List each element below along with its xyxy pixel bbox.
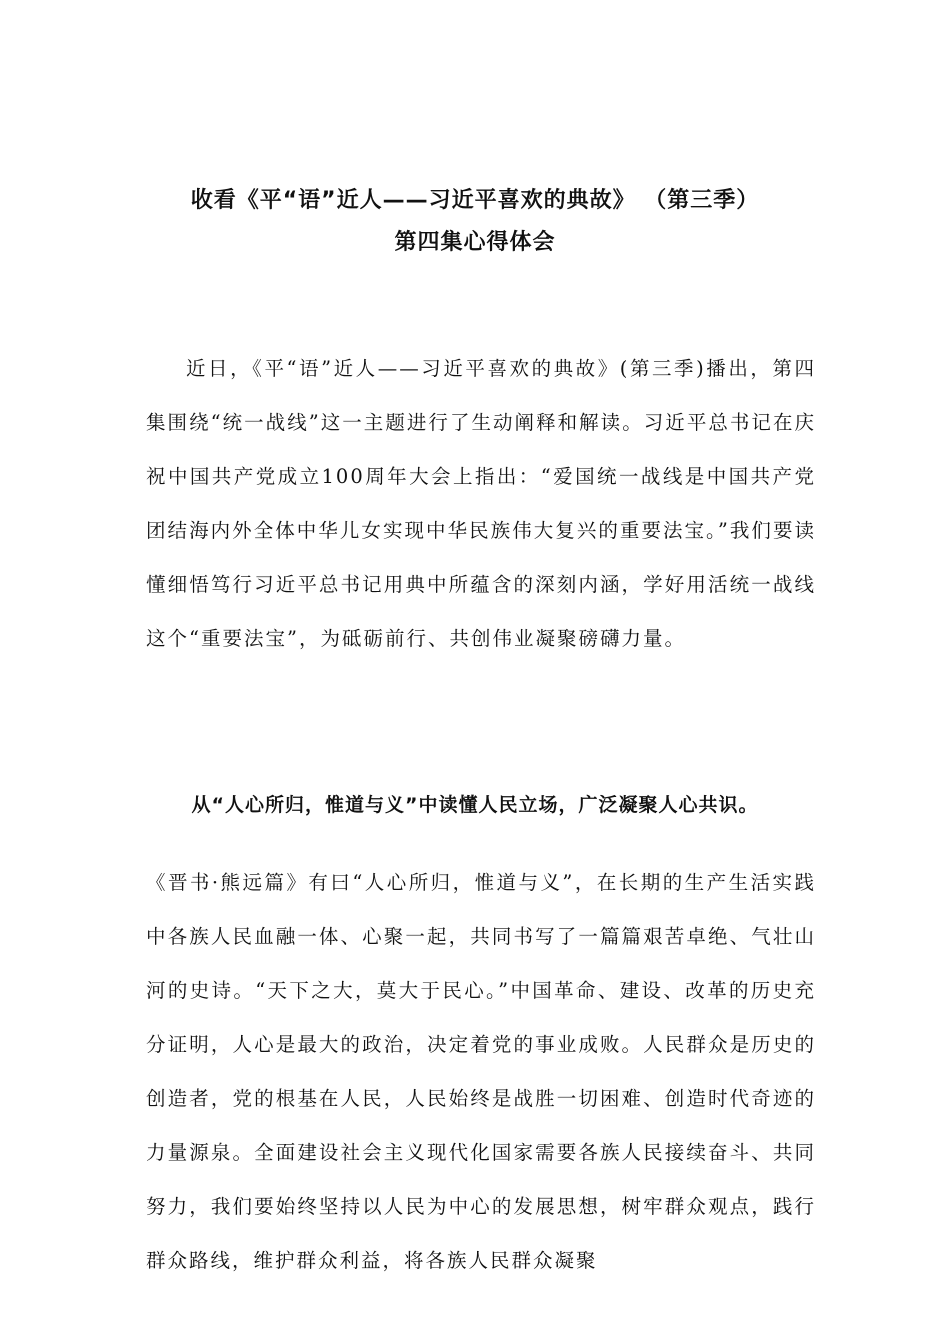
document-title-line-2: 第四集心得体会 <box>394 230 556 255</box>
intro-paragraph: 近日，《平“语”近人——习近平喜欢的典故》(第三季)播出，第四集围绕“统一战线”这一主题进行了生动阐释和解读。习近平总书记在庆祝中国共产党成立100周年大会上指出：“爱国统一战线是中国共产党团结海内外全体中华儿女实现中华民族伟大复兴的重要法宝。”我们要读懂细悟笃行习近平总书记用典中所蕴含的深刻内涵，学好用活统一战线这个“重要法宝”，为砥砺前行、共创伟业凝聚磅礴力量。 <box>146 357 816 650</box>
document-title-line-1: 收看《平“语”近人——习近平喜欢的典故》 （第三季） <box>190 188 760 213</box>
section-paragraph: 《晋书·熊远篇》有曰“人心所归，惟道与义”，在长期的生产生活实践中各族人民血融一体、心聚一起，共同书写了一篇篇艰苦卓绝、气壮山河的史诗。“天下之大，莫大于民心。”中国革命、建设、改革的历史充分证明，人心是最大的政治，决定着党的事业成败。人民群众是历史的创造者，党的根基在人民，人民始终是战胜一切困难、创造时代奇迹的力量源泉。全面建设社会主义现代化国家需要各族人民接续奋斗、共同努力，我们要始终坚持以人民为中心的发展思想，树牢群众观点，践行群众路线，维护群众利益，将各族人民群众凝聚 <box>146 871 816 1272</box>
section-heading: 从“人心所归，惟道与义”中读懂人民立场，广泛凝聚人心共识。 <box>191 794 759 816</box>
